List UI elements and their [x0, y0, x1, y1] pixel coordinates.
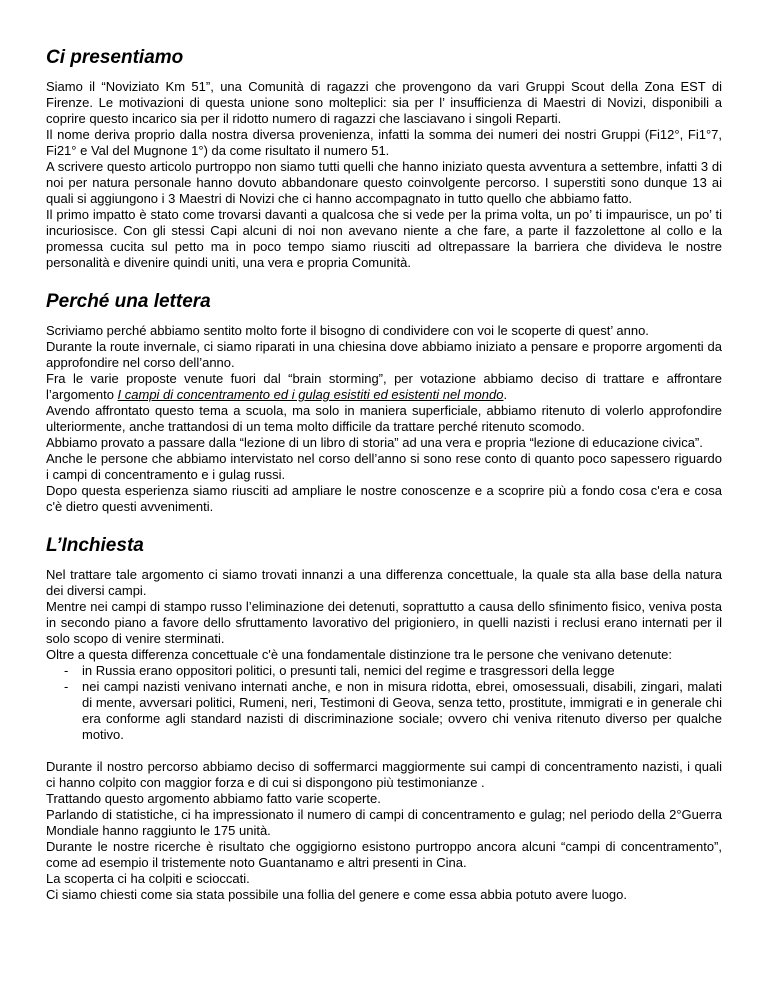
- paragraph: A scrivere questo articolo purtroppo non siamo tutti quelli che hanno iniziato questa avventura a settembre, infatti 3 di noi per natura personale hanno dovuto abbandonare questo coinvolgente percorso. I superstiti sono dunque 13 ai quali si aggiungono i 3 Maestri di Novizi che ci hanno accompagnato in tutto quello che abbiamo fatto.: [46, 159, 722, 206]
- paragraph: Anche le persone che abbiamo intervistato nel corso dell’anno si sono rese conto di quanto poco sapessero riguardo i campi di concentramento e i gulag russi.: [46, 451, 722, 482]
- paragraph-text: Fra le varie proposte venute fuori dal “brain storming”, per votazione abbiamo deciso di trattare e affrontare l’argomento: [46, 371, 722, 402]
- paragraph: Trattando questo argomento abbiamo fatto varie scoperte.: [46, 791, 381, 806]
- paragraph: [46, 371, 722, 403]
- paragraph: Siamo il “Noviziato Km 51”, una Comunità di ragazzi che provengono da vari Gruppi Scout della Zona EST di Firenze. Le motivazioni di questa unione sono molteplici: sia per l’ insufficienza di Maestri di Novizi, disponibili a coprire questo incarico sia per il ridotto numero di ragazzi che lasciavano i singoli Reparti.: [46, 79, 722, 126]
- section-title: L’Inchiesta: [46, 535, 144, 556]
- list-item-text: in Russia erano oppositori politici, o presunti tali, nemici del regime e trasgressori della legge: [82, 663, 615, 678]
- section-title: Ci presentiamo: [46, 47, 184, 68]
- paragraph-text: .: [503, 387, 508, 402]
- dash-marker: -: [64, 663, 69, 678]
- paragraph: Oltre a questa differenza concettuale c'è una fondamentale distinzione tra le persone che venivano detenute:: [46, 647, 672, 662]
- list-item: [46, 663, 722, 679]
- paragraph: Durante le nostre ricerche è risultato che oggigiorno esistono purtroppo ancora alcuni “campi di concentramento”, come ad esempio il tristemente noto Guantanamo e altri presenti in Cina.: [46, 839, 722, 870]
- paragraph: Nel trattare tale argomento ci siamo trovati innanzi a una differenza concettuale, la quale sta alla base della natura dei diversi campi.: [46, 567, 722, 598]
- section-l-inchiesta: [46, 534, 722, 903]
- list-item: [46, 679, 722, 743]
- section-title: Perché una lettera: [46, 291, 211, 312]
- paragraph: Ci siamo chiesti come sia stata possibile una follia del genere e come essa abbia potuto avere luogo.: [46, 887, 628, 902]
- dash-marker: -: [64, 679, 69, 694]
- section-ci-presentiamo: [46, 46, 722, 271]
- paragraph: Scriviamo perché abbiamo sentito molto forte il bisogno di condividere con voi le scoperte di quest’ anno.: [46, 323, 649, 338]
- paragraph: Parlando di statistiche, ci ha impressionato il numero di campi di concentramento e gulag; nel periodo della 2°Guerra Mondiale hanno raggiunto le 175 unità.: [46, 807, 722, 838]
- paragraph: Dopo questa esperienza siamo riusciti ad ampliare le nostre conoscenze e a scoprire più a fondo cosa c'era e cosa c'è dietro questi avvenimenti.: [46, 483, 722, 514]
- paragraph: Abbiamo provato a passare dalla “lezione di un libro di storia” ad una vera e propria “lezione di educazione civica”.: [46, 435, 703, 450]
- spacer: [46, 743, 722, 759]
- paragraph: Il primo impatto è stato come trovarsi davanti a qualcosa che si vede per la prima volta, un po’ ti impaurisce, un po’ ti incuriosisce. Con gli stessi Capi alcuni di noi non avevano niente a che fare, a parte il fazzolettone al collo e la promessa cucita sul petto ma in poco tempo siamo riusciti ad oltrepassare la barriera che divideva le nostre personalità e divenire quindi uniti, una vera e propria Comunità.: [46, 207, 722, 270]
- detainee-list: [46, 663, 722, 743]
- paragraph: Durante la route invernale, ci siamo riparati in una chiesina dove abbiamo iniziato a pensare e proporre argomenti da approfondire nel corso dell’anno.: [46, 339, 722, 370]
- paragraph: Durante il nostro percorso abbiamo deciso di soffermarci maggiormente sui campi di concentramento nazisti, i quali ci hanno colpito con maggior forza e di cui si dispongono più testimonianze .: [46, 759, 722, 790]
- section-perche-una-lettera: [46, 290, 722, 515]
- paragraph: Il nome deriva proprio dalla nostra diversa provenienza, infatti la somma dei numeri dei nostri Gruppi (Fi12°, Fi1°7, Fi21° e Val del Mugnone 1°) da come risultato il numero 51.: [46, 127, 722, 158]
- paragraph: La scoperta ci ha colpiti e scioccati.: [46, 871, 250, 886]
- paragraph: Mentre nei campi di stampo russo l’eliminazione dei detenuti, soprattutto a causa dello sfinimento fisico, veniva posta in secondo piano a favore dello sfruttamento lavorativo del prigioniero, in quelli nazisti i reclusi erano internati per il solo scopo di venire sterminati.: [46, 599, 722, 646]
- topic-highlight: I campi di concentramento ed i gulag esistiti ed esistenti nel mondo: [117, 387, 504, 402]
- paragraph: Avendo affrontato questo tema a scuola, ma solo in maniera superficiale, abbiamo ritenuto di volerlo approfondire ulteriormente, anche trattandosi di un tema molto difficile da trattare perché ritenuto scomodo.: [46, 403, 722, 434]
- list-item-text: nei campi nazisti venivano internati anche, e non in misura ridotta, ebrei, omosessuali, disabili, zingari, malati di mente, avversari politici, Rumeni, neri, Testimoni di Geova, senza tetto, prostitute, immigrati e in generale chi era conforme agli standard nazisti di discriminazione sociale; ovvero chi veniva ritenuto diverso per qualche motivo.: [82, 679, 722, 742]
